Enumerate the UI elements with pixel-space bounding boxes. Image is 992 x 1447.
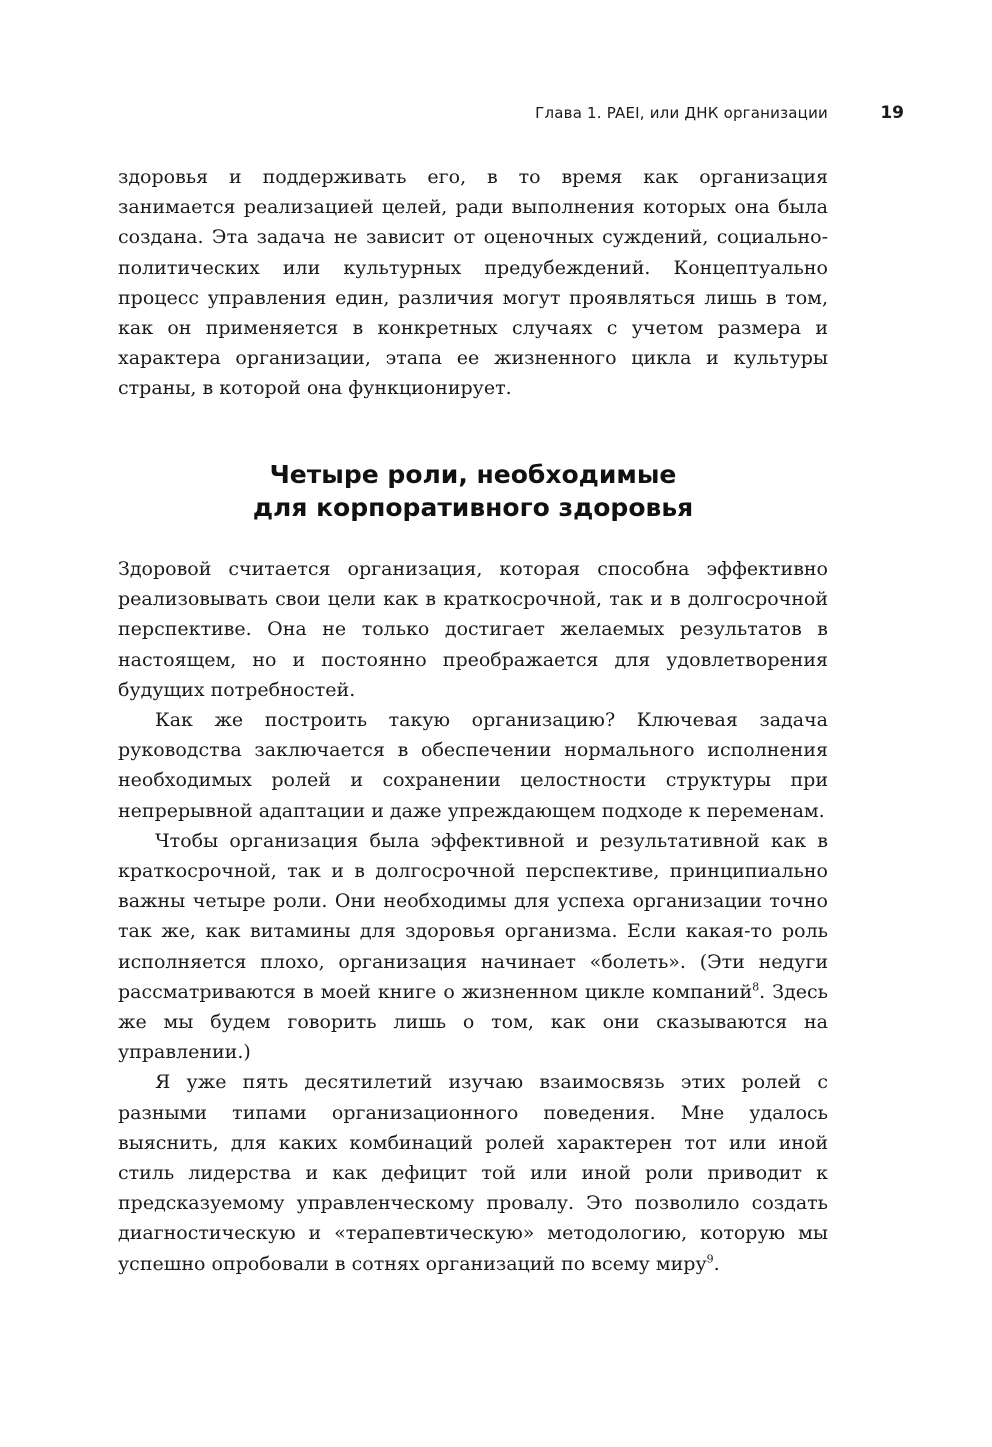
paragraph-3-text-a: Чтобы организация была эффективной и результативной как в краткосрочной, так и в долгосрочной перспективе, принципиально важны четыре роли. Они необходимы для успеха организации точно так же, как витамины для здоровья организма. Если какая-то роль исполняется плохо, организация начинает «болеть». (Эти недуги рассматриваются в моей книге о жизненном цикле компаний — [118, 829, 828, 1003]
paragraph-2: Как же построить такую организацию? Ключевая задача руководства заключается в обеспечении нормального исполнения необходимых ролей и сохранении целостности структуры при непрерывной адаптации и даже упреждающем подходе к переменам. — [118, 709, 828, 822]
intro-text-block — [118, 162, 828, 404]
section-heading-line-2: для корпоративного здоровья — [252, 493, 694, 522]
paragraph-3 — [118, 826, 828, 1068]
section-heading — [118, 458, 828, 524]
section-heading-line-1: Четыре роли, необходимые — [269, 460, 677, 489]
paragraph-3-text-b: . Здесь же мы будем говорить лишь о том, как они сказываются на управлении.) — [118, 980, 828, 1064]
footnote-ref-8[interactable]: 8 — [752, 980, 760, 994]
running-head: Глава 1. PAEI, или ДНК организации — [535, 104, 828, 122]
intro-paragraph: здоровья и поддерживать его, в то время как организация занимается реализацией целей, ради выполнения которых она была создана. Эта задача не зависит от оценочных суждений, социально-политических или культурных предубеждений. Концептуально процесс управления един, различия могут проявляться лишь в том, как он применяется в конкретных случаях с учетом размера и характера организации, этапа ее жизненного цикла и культуры страны, в которой она функционирует. — [118, 166, 828, 400]
paragraph-4-text-a: Я уже пять десятилетий изучаю взаимосвязь этих ролей с разными типами организационного поведения. Мне удалось выяснить, для каких комбинаций ролей характерен тот или иной стиль лидерства и как дефицит той или иной роли приводит к предсказуемому управленческому провалу. Это позволило создать диагностическую и «терапевтическую» методологию, которую мы успешно опробовали в сотнях организаций по всему миру — [118, 1071, 828, 1275]
footnote-ref-9[interactable]: 9 — [706, 1252, 714, 1266]
paragraph-1: Здоровой считается организация, которая способна эффективно реализовывать свои цели как в краткосрочной, так и в долгосрочной перспективе. Она не только достигает желаемых результатов в настоящем, но и постоянно преображается для удовлетворения будущих потребностей. — [118, 558, 828, 701]
page-number: 19 — [880, 103, 904, 123]
section-body — [118, 554, 828, 1279]
paragraph-4 — [118, 1067, 828, 1278]
paragraph-4-text-b: . — [713, 1252, 720, 1275]
